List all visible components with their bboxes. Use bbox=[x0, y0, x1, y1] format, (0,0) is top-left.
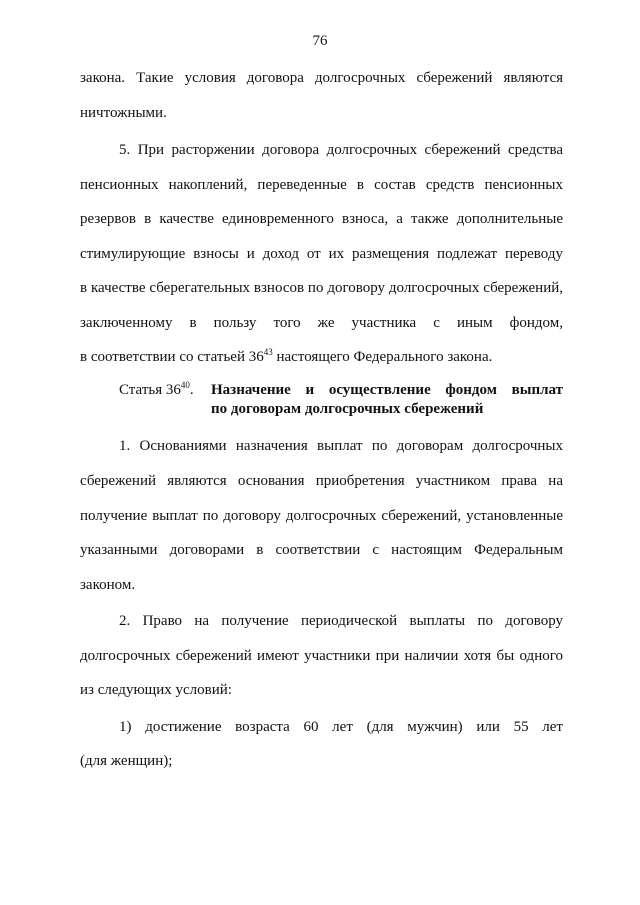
article-title-line-1: Назначение и осуществление фондом выплат bbox=[211, 382, 563, 398]
paragraph-5-line bbox=[80, 348, 563, 366]
paragraph-5-line: заключенному в пользу того же участника с иным фондом, bbox=[80, 315, 563, 331]
text-line: закона. Такие условия договора долгосрочных сбережений являются bbox=[80, 70, 563, 86]
paragraph-5-line: 5. При расторжении договора долгосрочных сбережений средства bbox=[119, 142, 563, 158]
paragraph-2-line: долгосрочных сбережений имеют участники при наличии хотя бы одного bbox=[80, 648, 563, 664]
paragraph-2-line: 2. Право на получение периодической выплаты по договору bbox=[119, 613, 563, 629]
paragraph-1-line: получение выплат по договору долгосрочных сбережений, установленные bbox=[80, 508, 563, 524]
paragraph-2-line: из следующих условий: bbox=[80, 682, 232, 698]
paragraph-1-line: 1. Основаниями назначения выплат по договорам долгосрочных bbox=[119, 438, 563, 454]
superscript: 43 bbox=[263, 347, 273, 357]
list-item-1-line: (для женщин); bbox=[80, 753, 173, 769]
paragraph-5-line: в качестве сберегательных взносов по договору долгосрочных сбережений, bbox=[80, 280, 563, 296]
article-title-line-2: по договорам долгосрочных сбережений bbox=[211, 401, 484, 417]
paragraph-1-line: указанными договорами в соответствии с настоящим Федеральным bbox=[80, 542, 563, 558]
text-fragment: в соответствии со статьей 36 bbox=[80, 349, 264, 365]
paragraph-5-line: пенсионных накоплений, переведенные в состав средств пенсионных bbox=[80, 177, 563, 193]
paragraph-5-line: стимулирующие взносы и доход от их размещения подлежат переводу bbox=[80, 246, 563, 262]
article-label-suffix: . bbox=[189, 382, 194, 398]
list-item-1-line: 1) достижение возраста 60 лет (для мужчин) или 55 лет bbox=[119, 719, 563, 735]
text-line: ничтожными. bbox=[80, 105, 167, 121]
text-fragment: настоящего Федерального закона. bbox=[272, 349, 493, 365]
article-label bbox=[119, 381, 194, 399]
article-label-superscript: 40 bbox=[180, 380, 190, 390]
paragraph-5-line: резервов в качестве единовременного взноса, а также дополнительные bbox=[80, 211, 563, 227]
page-number: 76 bbox=[312, 33, 328, 49]
article-label-text: Статья 36 bbox=[119, 382, 181, 398]
paragraph-1-line: законом. bbox=[80, 577, 136, 593]
paragraph-1-line: сбережений являются основания приобретения участником права на bbox=[80, 473, 563, 489]
